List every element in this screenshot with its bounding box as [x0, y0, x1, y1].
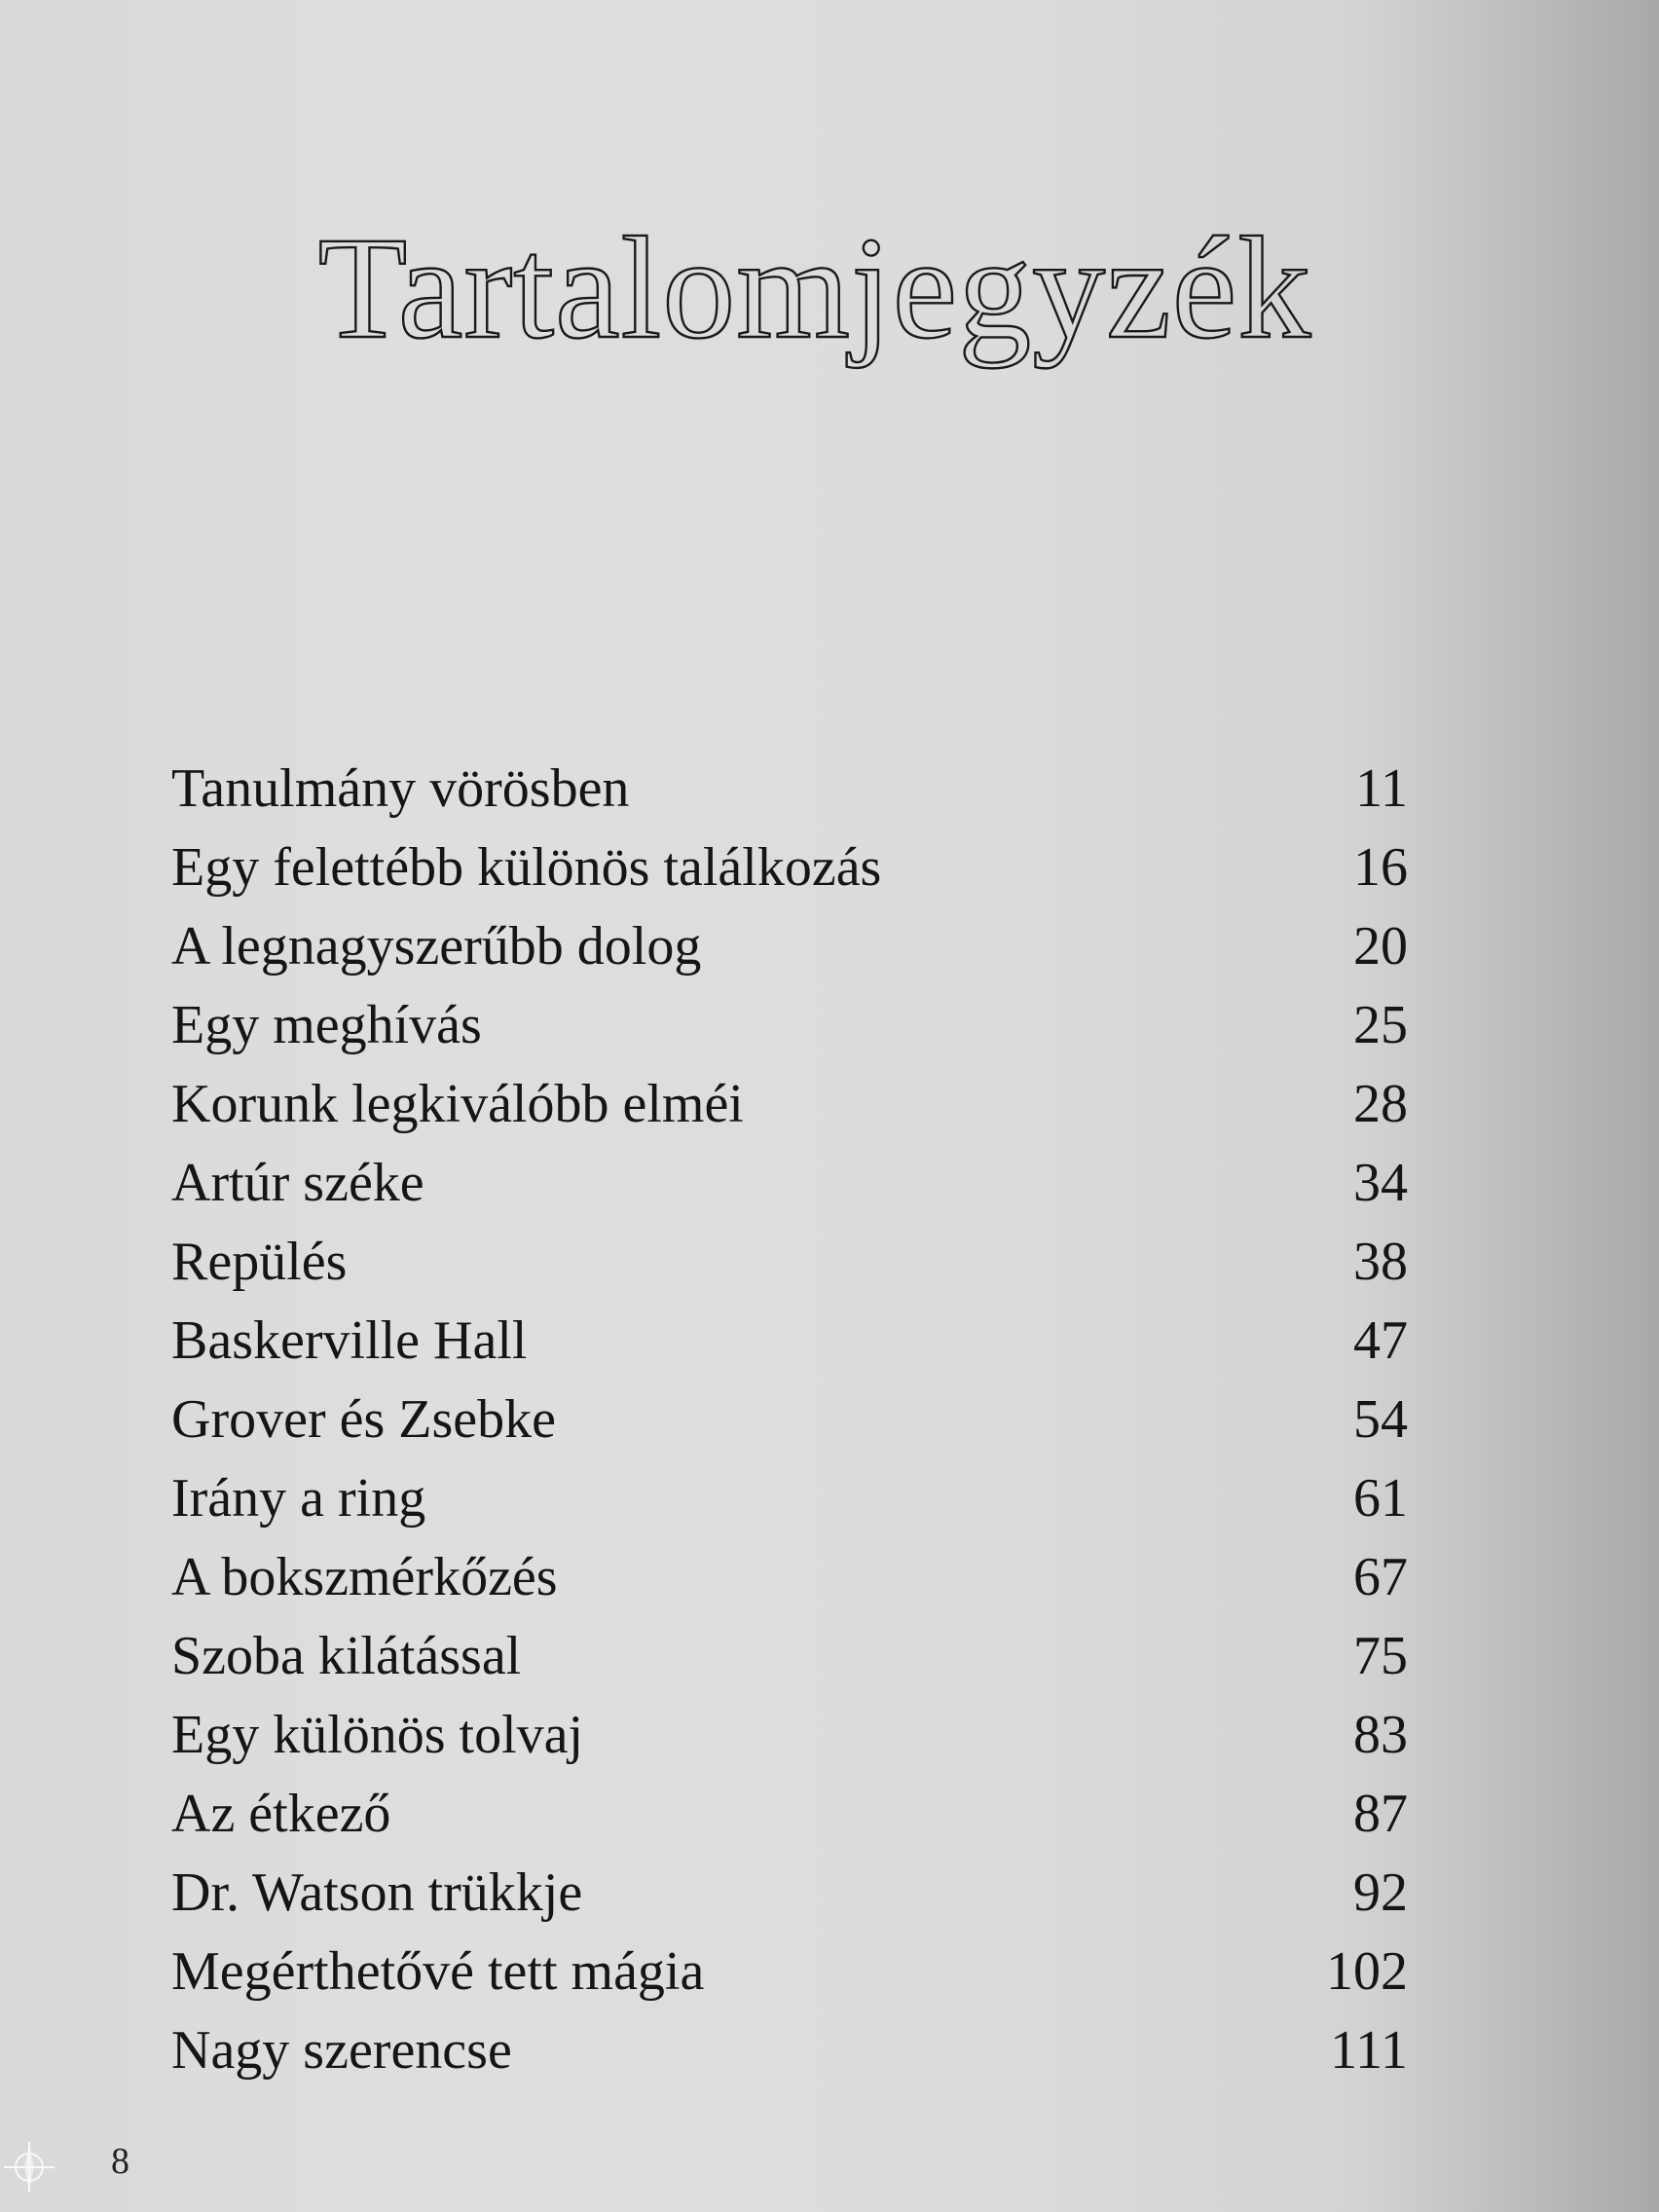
toc-entry-page: 87 — [1353, 1784, 1408, 1844]
toc-entry-title: Baskerville Hall — [171, 1310, 528, 1371]
toc-entry — [171, 1065, 1408, 1144]
toc-entry-page: 20 — [1353, 916, 1408, 977]
toc-entry-title: A bokszmérkőzés — [171, 1547, 558, 1607]
toc-entry — [171, 1223, 1408, 1302]
toc-entry — [171, 1381, 1408, 1459]
toc-entry — [171, 986, 1408, 1065]
toc-entry-title: Irány a ring — [171, 1468, 426, 1529]
toc-entry-page: 83 — [1353, 1705, 1408, 1765]
toc-entry-title: Korunk legkiválóbb elméi — [171, 1074, 744, 1134]
toc-entry — [171, 1775, 1408, 1854]
toc-entry-title: Egy különös tolvaj — [171, 1705, 584, 1765]
toc-entry — [171, 1302, 1408, 1381]
page-number: 8 — [111, 2141, 129, 2182]
toc-entry-page: 67 — [1353, 1547, 1408, 1607]
toc-entry-page: 54 — [1353, 1389, 1408, 1450]
toc-entry — [171, 1617, 1408, 1696]
toc-entry-page: 28 — [1353, 1074, 1408, 1134]
toc-entry-title: A legnagyszerűbb dolog — [171, 916, 702, 977]
toc-entry-title: Megérthetővé tett mágia — [171, 1941, 705, 2002]
toc-entry — [171, 829, 1408, 907]
toc-entry-title: Nagy szerencse — [171, 2020, 512, 2081]
toc-entry — [171, 1144, 1408, 1223]
toc-entry-page: 111 — [1330, 2020, 1408, 2081]
toc-entry — [171, 1696, 1408, 1775]
compass-rose-icon — [0, 2128, 88, 2206]
toc-entry-title: Repülés — [171, 1232, 348, 1292]
toc-entry — [171, 907, 1408, 986]
toc-entry — [171, 750, 1408, 829]
page-title: Tartalomjegyzék — [317, 207, 1312, 369]
toc-entry-page: 38 — [1353, 1232, 1408, 1292]
toc-entry-title: Egy felettébb különös találkozás — [171, 837, 882, 898]
toc-entry-page: 16 — [1353, 837, 1408, 898]
toc-entry-title: Egy meghívás — [171, 995, 482, 1055]
toc-entry — [171, 1933, 1408, 2011]
toc-entry-page: 47 — [1353, 1310, 1408, 1371]
toc-entry-title: Tanulmány vörösben — [171, 758, 630, 819]
toc-entry — [171, 1854, 1408, 1933]
table-of-contents — [171, 750, 1408, 2090]
toc-entry-page: 102 — [1326, 1941, 1408, 2002]
toc-entry-page: 75 — [1353, 1626, 1408, 1686]
toc-entry-page: 11 — [1355, 758, 1408, 819]
toc-entry-title: Grover és Zsebke — [171, 1389, 556, 1450]
toc-entry-page: 92 — [1353, 1862, 1408, 1923]
toc-entry-title: Szoba kilátással — [171, 1626, 522, 1686]
toc-entry-page: 34 — [1353, 1153, 1408, 1213]
toc-entry-page: 61 — [1353, 1468, 1408, 1529]
toc-entry-title: Dr. Watson trükkje — [171, 1862, 583, 1923]
toc-entry — [171, 1538, 1408, 1617]
toc-entry — [171, 2011, 1408, 2090]
toc-entry — [171, 1459, 1408, 1538]
toc-entry-title: Artúr széke — [171, 1153, 424, 1213]
toc-entry-title: Az étkező — [171, 1784, 391, 1844]
toc-entry-page: 25 — [1353, 995, 1408, 1055]
